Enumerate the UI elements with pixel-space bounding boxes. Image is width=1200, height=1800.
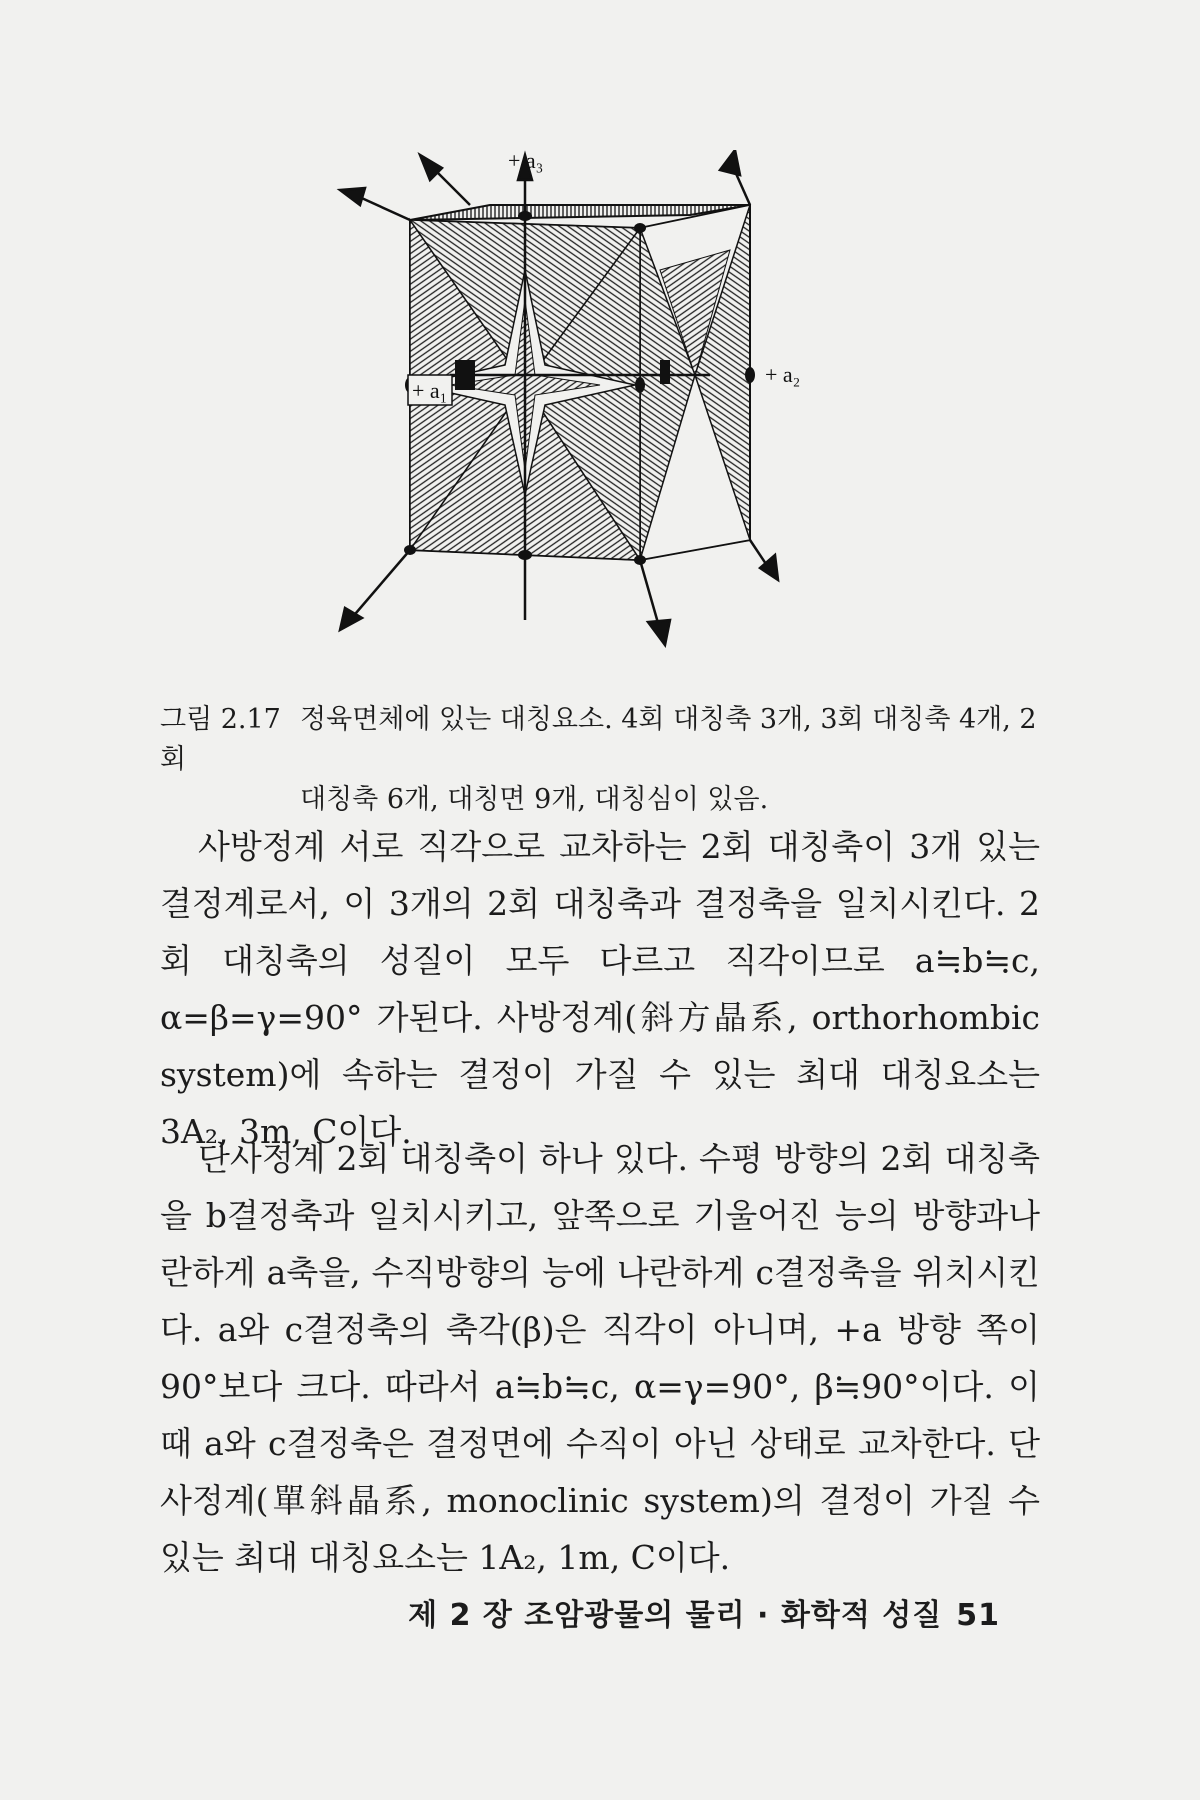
axis-label-a3: + a₃ xyxy=(508,150,544,173)
paragraph-monoclinic xyxy=(160,1130,1040,1586)
axis-label-a2: + a₂ xyxy=(765,362,801,387)
axis-label-a1: + a₁ xyxy=(412,378,448,403)
page-footer xyxy=(408,1590,1000,1634)
caption-number: 그림 2.17 xyxy=(160,704,281,735)
page-number: 51 xyxy=(956,1598,1000,1633)
paragraph-text: 단사정계 2회 대칭축이 하나 있다. 수평 방향의 2회 대칭축을 b결정축과 일치시키고, 앞쪽으로 기울어진 능의 방향과나란하게 a축을, 수직방향의 능에 나란하게 c결정축을 위치시킨다. a와 c결정축의 축각(β)은 직각이 아니며, +a 방향 쪽이 90°보다 크다. 따라서 a≒b≒c, α=γ=90°, β≒90°이다. 이때 a와 c결정축은 결정면에 수직이 아닌 상태로 교차한다. 단사정계(單斜晶系, monoclinic system)의 결정이 가질 수 있는 최대 대칭요소는 1A₂, 1m, C이다. xyxy=(160,1139,1040,1577)
cube-symmetry-figure xyxy=(330,150,890,650)
caption-line-1: 정육면체에 있는 대칭요소. 4회 대칭축 3개, 3회 대칭축 4개, 2회 xyxy=(160,704,1037,775)
caption-line-2: 대칭축 6개, 대칭면 9개, 대칭심이 있음. xyxy=(300,784,769,815)
figure-caption xyxy=(160,700,1060,820)
paragraph-orthorhombic xyxy=(160,818,1040,1160)
paragraph-text: 사방정계 서로 직각으로 교차하는 2회 대칭축이 3개 있는 결정계로서, 이 3개의 2회 대칭축과 결정축을 일치시킨다. 2회 대칭축의 성질이 모두 다르고 직각이므로 a≒b≒c, α=β=γ=90° 가된다. 사방정계(斜方晶系, orthorhombic system)에 속하는 결정이 가질 수 있는 최대 대칭요소는 3A₂, 3m, C이다. xyxy=(160,827,1040,1151)
chapter-title: 제 2 장 조암광물의 물리 · 화학적 성질 xyxy=(408,1598,943,1633)
